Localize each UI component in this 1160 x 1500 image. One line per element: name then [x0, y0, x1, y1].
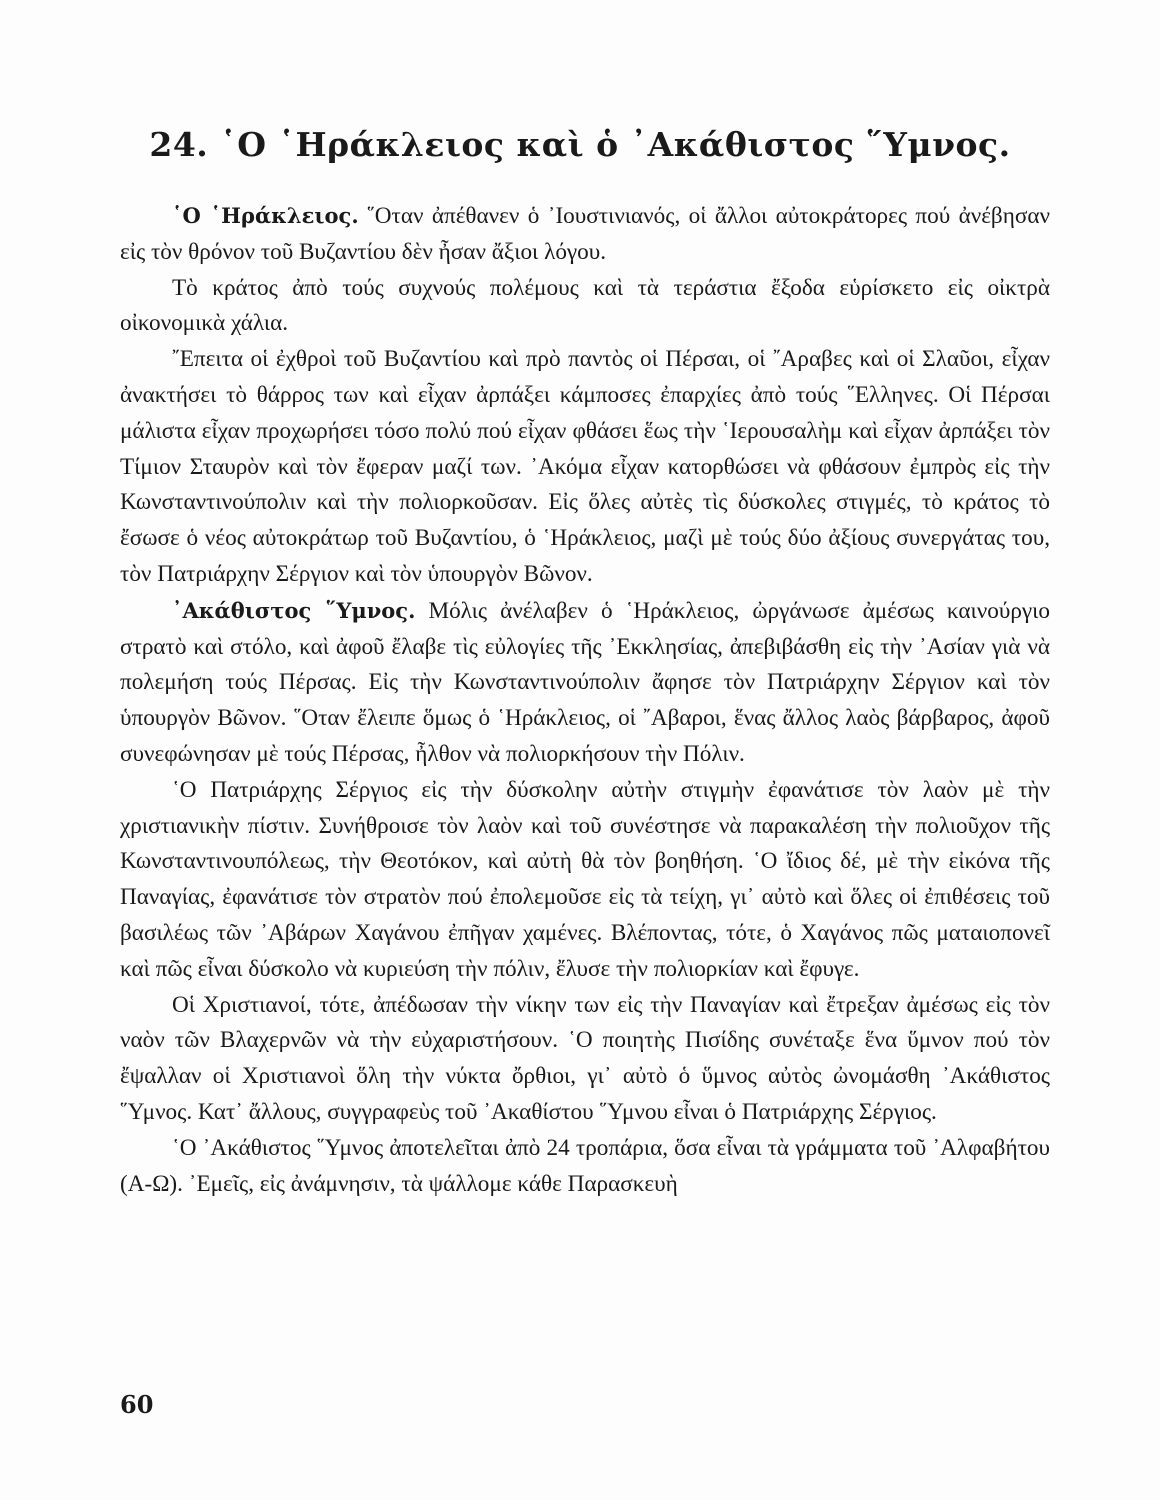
chapter-heading: 24. ῾Ο ῾Ηράκλειος καὶ ὁ ᾿Ακάθιστος ῞Υμνος. — [149, 125, 1011, 164]
body-text — [120, 198, 1050, 1202]
paragraph-text: ῞Οταν ἀπέθανεν ὁ ᾿Ιουστινιανός, οἱ ἄλλοι αὐτοκράτορες πού ἀνέβησαν εἰς τὸν θρόνον τοῦ Βυζαντίου δὲν ἦσαν ἄξιοι λόγου. — [120, 203, 1050, 265]
paragraph-heraclius — [120, 198, 1050, 271]
section-lead-akathist: ᾿Ακάθιστος ῞Υμνος. — [172, 597, 416, 623]
paragraph-text: Μόλις ἀνέλαβεν ὁ ῾Ηράκλειος, ὠργάνωσε ἀμέσως καινούργιο στρατὸ καὶ στόλο, καὶ ἀφοῦ ἔλαβε τὶς εὐλογίες τῆς ᾿Εκκλησίας, ἀπεβιβάσθη εἰς τὴν ᾿Ασίαν γιὰ νὰ πολεμήση τούς Πέρσας. Εἰς τὴν Κωνσταντινούπολιν ἄφησε τὸν Πατριάρχην Σέργιον καὶ τὸν ὑπουργὸν Βῶνον. ῞Οταν ἔλειπε ὅμως ὁ ῾Ηράκλειος, οἱ ῎Αβαροι, ἕνας ἄλλος λαὸς βάρβαρος, ἀφοῦ συνεφώνησαν μὲ τούς Πέρσας, ἦλθον νὰ πολιορκήσουν τὴν Πόλιν. — [120, 597, 1050, 767]
paragraph-akathist — [120, 593, 1050, 773]
paragraph-state: Τὸ κράτος ἀπὸ τούς συχνούς πολέμους καὶ τὰ τεράστια ἔξοδα εὑρίσκετο εἰς οἰκτρὰ οἰκονομικὰ χάλια. — [120, 274, 1050, 337]
page-number: 60 — [120, 1390, 154, 1419]
paragraph-troparia: ῾Ο ᾿Ακάθιστος ῞Υμνος ἀποτελεῖται ἀπὸ 24 τροπάρια, ὅσα εἶναι τὰ γράμματα τοῦ ᾿Αλφαβήτου (Α-Ω). ᾿Εμεῖς, εἰς ἀνάμνησιν, τὰ ψάλλομε κάθε Παρασκευὴ — [120, 1134, 1050, 1197]
paragraph-enemies: ῎Επειτα οἱ ἐχθροὶ τοῦ Βυζαντίου καὶ πρὸ παντὸς οἱ Πέρσαι, οἱ ῎Αραβες καὶ οἱ Σλαῦοι, εἶχαν ἀνακτήσει τὸ θάρρος των καὶ εἶχαν ἀρπάξει κάμποσες ἐπαρχίες ἀπὸ τούς ῞Ελληνες. Οἱ Πέρσαι μάλιστα εἶχαν προχωρήσει τόσο πολύ πού εἶχαν φθάσει ἕως τὴν ῾Ιερουσαλὴμ καὶ εἶχαν ἀρπάξει τὸν Τίμιον Σταυρὸν καὶ τὸν ἔφεραν μαζί των. ᾿Ακόμα εἶχαν κατορθώσει νὰ φθάσουν ἐμπρὸς εἰς τὴν Κωνσταντινούπολιν καὶ τὴν πολιορκοῦσαν. Εἰς ὅλες αὐτὲς τὶς δύσκολες στιγμές, τὸ κράτος τὸ ἔσωσε ὁ νέος αὐτοκράτωρ τοῦ Βυζαντίου, ὁ ῾Ηράκλειος, μαζὶ μὲ τούς δύο ἀξίους συνεργάτας του, τὸν Πατριάρχην Σέργιον καὶ τὸν ὑπουργὸν Βῶνον. — [120, 346, 1050, 587]
paragraph-patriarch: ῾Ο Πατριάρχης Σέργιος εἰς τὴν δύσκολην αὐτὴν στιγμὴν ἐφανάτισε τὸν λαὸν μὲ τὴν χριστιανικὴν πίστιν. Συνήθροισε τὸν λαὸν καὶ τοῦ συνέστησε νὰ παρακαλέση τὴν πολιοῦχον τῆς Κωνσταντινουπόλεως, τὴν Θεοτόκον, καὶ αὐτὴ θὰ τὸν βοηθήση. ῾Ο ἴδιος δέ, μὲ τὴν εἰκόνα τῆς Παναγίας, ἐφανάτισε τὸν στρατὸν πού ἐπολεμοῦσε εἰς τὰ τείχη, γι᾿ αὐτὸ καὶ ὅλες οἱ ἐπιθέσεις τοῦ βασιλέως τῶν ᾿Αβάρων Χαγάνου ἐπῆγαν χαμένες. Βλέποντας, τότε, ὁ Χαγάνος πῶς ματαιοπονεῖ καὶ πῶς εἶναι δύσκολο νὰ κυριεύση τὴν πόλιν, ἔλυσε τὴν πολιορκίαν καὶ ἔφυγε. — [120, 776, 1050, 982]
section-lead-heraclius: ῾Ο ῾Ηράκλειος. — [172, 203, 359, 228]
paragraph-christians: Οἱ Χριστιανοί, τότε, ἀπέδωσαν τὴν νίκην των εἰς τὴν Παναγίαν καὶ ἔτρεξαν ἀμέσως εἰς τὸν ναὸν τῶν Βλαχερνῶν νὰ τὴν εὐχαριστήσουν. ῾Ο ποιητὴς Πισίδης συνέταξε ἕνα ὕμνον πού τὸν ἔψαλλαν οἱ Χριστιανοὶ ὅλη τὴν νύκτα ὄρθιοι, γι᾿ αὐτὸ ὁ ὕμνος αὐτὸς ὠνομάσθη ᾿Ακάθιστος ῞Υμνος. Κατ᾿ ἄλλους, συγγραφεὺς τοῦ ᾿Ακαθίστου ῞Υμνου εἶναι ὁ Πατριάρχης Σέργιος. — [120, 991, 1050, 1125]
